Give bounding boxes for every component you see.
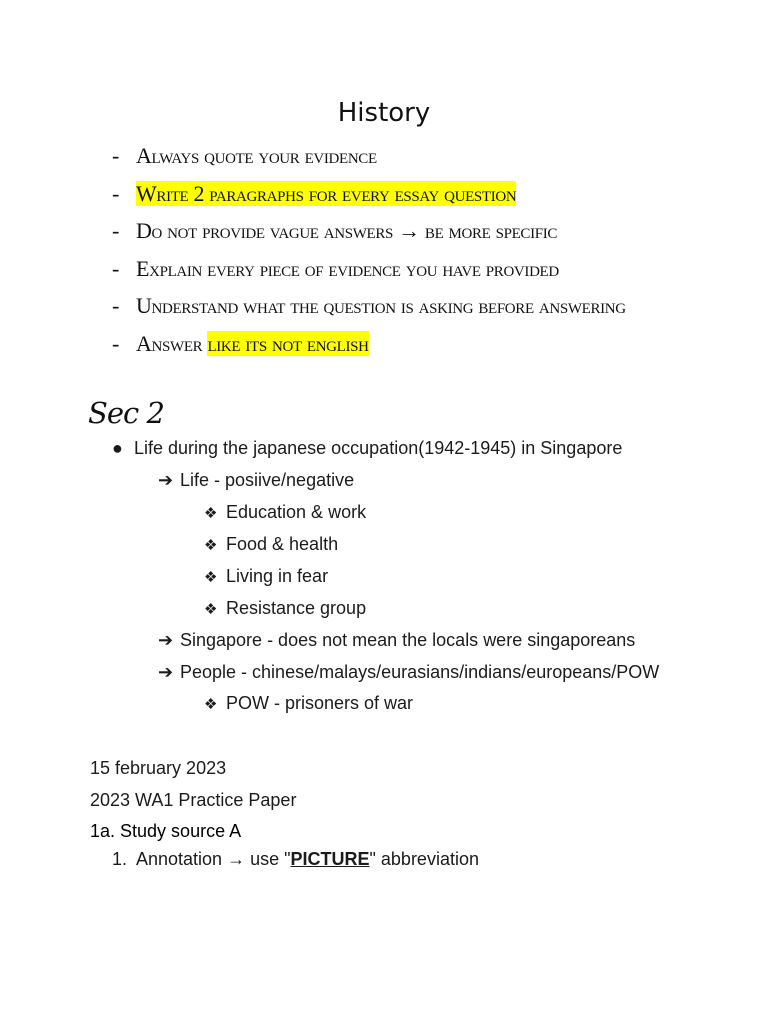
tip-item	[112, 175, 626, 213]
dash-marker: -	[112, 293, 119, 318]
dash-marker: -	[112, 143, 119, 168]
tip-text: Always quote your evidence	[136, 143, 377, 168]
item-keyword: PICTURE	[290, 849, 370, 869]
outline-text: POW - prisoners of war	[226, 693, 414, 713]
page-title: History	[337, 98, 431, 128]
dash-marker: -	[112, 180, 119, 206]
practice-paper-title: 2023 WA1 Practice Paper	[90, 790, 297, 810]
arrow-icon: ➔	[158, 470, 174, 490]
tip-item	[112, 250, 626, 288]
diamond-icon: ❖	[204, 601, 218, 618]
item-text-before: Annotation → use "	[136, 849, 291, 869]
outline-item-level-2	[158, 628, 635, 652]
outline-text: Singapore - does not mean the locals were singaporeans	[180, 630, 636, 650]
outline-item-level-3	[204, 500, 366, 526]
item-text-after: " abbreviation	[369, 849, 479, 869]
tip-item	[112, 325, 626, 363]
section-heading: Sec 2	[88, 396, 164, 430]
diamond-icon: ❖	[204, 505, 218, 522]
dash-marker: -	[112, 255, 119, 281]
outline-item-level-3	[204, 564, 328, 590]
tips-list	[112, 137, 626, 362]
diamond-icon: ❖	[204, 537, 218, 554]
tip-highlight: Write 2 paragraphs for every essay question	[136, 180, 517, 206]
tip-text: Understand what the question is asking before answering	[136, 293, 626, 318]
bullet-icon: ●	[112, 438, 123, 458]
outline-text: Life - posiive/negative	[180, 470, 355, 490]
tip-item	[112, 137, 626, 175]
tip-text: Explain every piece of evidence you have provided	[136, 255, 559, 281]
dash-marker: -	[112, 330, 119, 356]
outline-item-level-3	[204, 532, 338, 558]
dash-marker: -	[112, 218, 119, 243]
outline-item-level-2	[158, 468, 354, 492]
tip-item	[112, 287, 626, 325]
outline-text: Food & health	[226, 534, 339, 554]
arrow-icon: ➔	[158, 662, 174, 682]
outline-text: Life during the japanese occupation(1942-1945) in Singapore	[134, 438, 623, 458]
outline-text: Resistance group	[226, 598, 367, 618]
outline-text: People - chinese/malays/eurasians/indians/europeans/POW	[180, 662, 660, 682]
arrow-icon: ➔	[158, 630, 174, 650]
diamond-icon: ❖	[204, 696, 218, 713]
item-number: 1.	[112, 849, 128, 869]
outline-text: Living in fear	[226, 566, 329, 586]
outline-item-level-3	[204, 596, 366, 622]
diamond-icon: ❖	[204, 569, 218, 586]
question-heading: 1a. Study source A	[90, 821, 242, 841]
numbered-list-item	[112, 847, 479, 871]
outline-text: Education & work	[226, 502, 367, 522]
outline-item-level-3	[204, 691, 413, 717]
tip-text: Do not provide vague answers → be more specific	[136, 218, 558, 243]
tip-item	[112, 212, 626, 250]
tip-text: Answer	[136, 330, 208, 356]
outline-item-level-1	[112, 436, 622, 460]
tip-highlight: like its not english	[207, 330, 369, 356]
note-date: 15 february 2023	[90, 758, 227, 778]
outline-item-level-2	[158, 660, 659, 684]
